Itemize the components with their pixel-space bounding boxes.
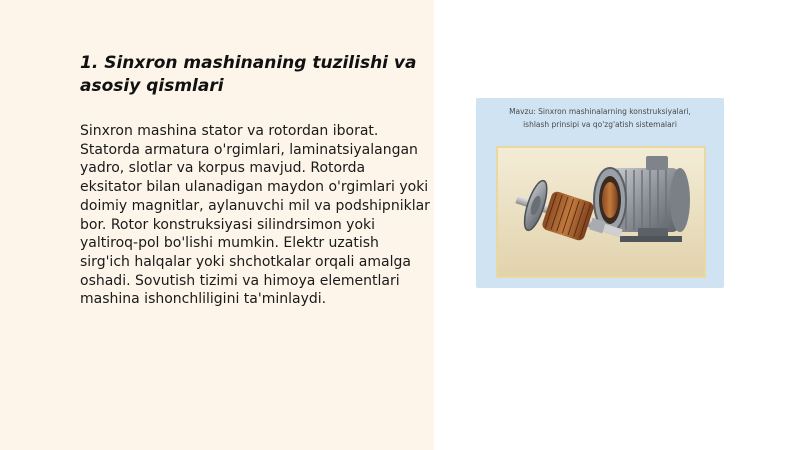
slide-body-text: Sinxron mashina stator va rotordan iborat. Statorda armatura o'rgimlari, laminatsiyalangan yadro, slotlar va korpus mavjud. Rotorda eksitator bilan ulanadigan maydon o'rgimlari yoki doimiy magnitlar, aylanuvchi mil va podshipniklar bor. Rotor konstruksiyasi silindrsimon yoki yaltiroq-pol bo'lishi mumkin. Elektr uzatish sirg'ich halqalar yoki shchotkalar orqali amalga oshadi. Sovutish tizimi va himoya elementlari mashina ishonchliligini ta'minlaydi. <box>80 123 430 308</box>
machine-photo-card <box>476 98 724 288</box>
machine-photo <box>496 146 706 278</box>
photo-caption-line-1: Mavzu: Sinxron mashinalarning konstruksiyalari, <box>509 107 691 116</box>
synchronous-machine-photo-icon <box>498 148 704 276</box>
photo-caption <box>476 105 724 131</box>
slide-title: 1. Sinxron mashinaning tuzilishi va asosiy qismlari <box>80 53 417 96</box>
photo-caption-line-2: ishlash prinsipi va qo'zg'atish sistemalari <box>523 120 677 129</box>
